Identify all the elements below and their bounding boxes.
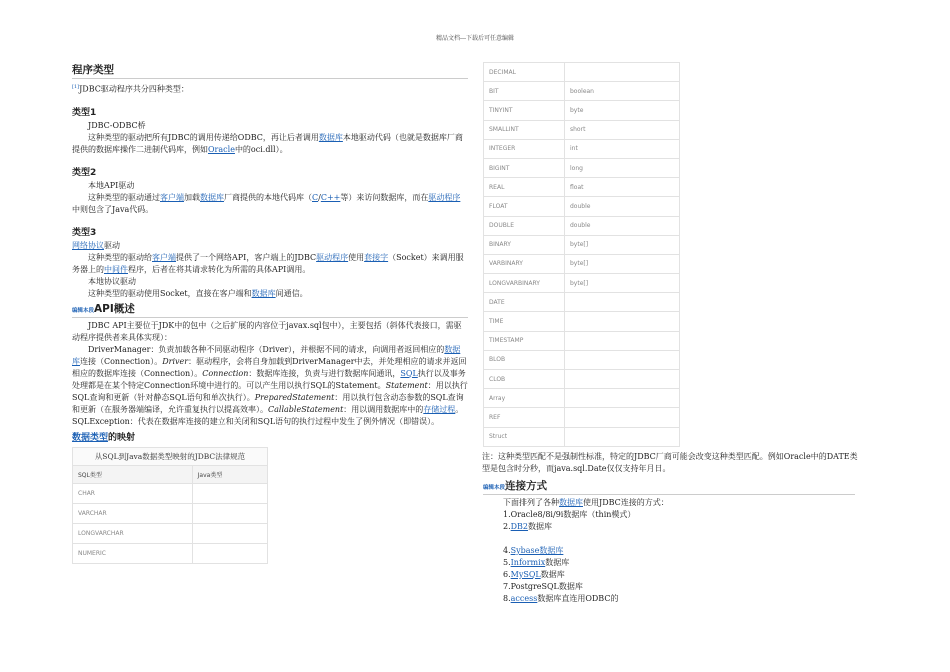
table-cell: long	[565, 158, 680, 177]
list-item: 5.Informix数据库	[503, 557, 570, 567]
table-cell: CHAR	[73, 483, 193, 503]
api-intro: JDBC API主要位于JDK中的包中（之后扩展的内容位于javax.sql包中），主要包括（斜体代表接口，需驱动程序提供者来具体实现）：	[72, 320, 462, 342]
type1-heading: 类型1	[72, 107, 97, 118]
table-cell: TINYINT	[484, 101, 565, 120]
table-cell: NUMERIC	[73, 543, 193, 563]
table-cell: FLOAT	[484, 197, 565, 216]
list-item: 2.DB2数据库	[503, 521, 553, 531]
table-cell: BIT	[484, 82, 565, 101]
api-desc: DriverManager：负责加载各种不同驱动程序（Driver），并根据不同的请求，向调用者返回相应的数据库连接（Connection）。Driver：驱动程序，会将自身加载到DriverManager中去，并处理相应的请求并返回相应的数据库连接（Connection）。Connection：数据库连接，负责与进行数据库间通讯，SQL执行以及事务处理都是在某个特定Connection环境中进行的。可以产生用以执行SQL的Statement。Statement：用以执行SQL查询和更新（针对静态SQL语句和单次执行）。PreparedStatement：用以执行包含动态参数的SQL查询和更新（在服务器端编译，允许重复执行以提高效率）。CallableStatement：用以调用数据库中的存储过程。	[72, 344, 468, 414]
link-informix[interactable]: Informix	[510, 557, 546, 567]
table-cell: TIMESTAMP	[484, 331, 565, 350]
table-cell: short	[565, 120, 680, 139]
table-row	[73, 483, 268, 503]
right-column	[483, 62, 878, 605]
table-cell: DATE	[484, 293, 565, 312]
table-cell: VARBINARY	[484, 254, 565, 273]
table-header-row	[73, 465, 268, 483]
link-db2[interactable]: DB2	[510, 521, 529, 531]
list-item: 1.Oracle8/8i/9i数据库（thin模式）	[503, 509, 636, 519]
table-cell	[565, 312, 680, 331]
page-header: 精品文档---下载后可任意编辑	[435, 35, 515, 42]
connection-list	[483, 497, 878, 605]
heading-connection-text: 连接方式	[505, 479, 548, 492]
list-item: 8.access数据库直连用ODBC的	[503, 593, 619, 603]
table-cell: LONGVARCHAR	[73, 523, 193, 543]
link-driver[interactable]: 驱动程序	[428, 192, 461, 202]
table-cell	[565, 63, 680, 82]
table-row	[484, 274, 680, 293]
table-cell: byte[]	[565, 274, 680, 293]
heading-connection	[483, 478, 855, 495]
type3-subtitle: 网络协议驱动	[72, 240, 120, 250]
list-spacer	[503, 533, 878, 545]
table-row	[484, 254, 680, 273]
link-client[interactable]: 客户端	[160, 192, 184, 202]
table-cell	[192, 483, 267, 503]
table-cell: DECIMAL	[484, 63, 565, 82]
left-column	[72, 62, 468, 564]
table-row	[484, 101, 680, 120]
table-cell: LONGVARBINARY	[484, 274, 565, 293]
table-row	[73, 523, 268, 543]
table-row	[484, 139, 680, 158]
edit-section-link[interactable]: 编辑本段	[483, 484, 506, 491]
table-cell: BIGINT	[484, 158, 565, 177]
heading-api-text: API概述	[94, 302, 135, 315]
table-row	[484, 312, 680, 331]
type4-desc: 这种类型的驱动使用Socket，直接在客户端和数据库间通信。	[88, 288, 308, 298]
type2-subtitle: 本地API驱动	[88, 180, 135, 190]
table-cell: float	[565, 178, 680, 197]
table-cell	[565, 293, 680, 312]
mapping-table-body	[484, 63, 680, 447]
table-row	[484, 350, 680, 369]
link-database[interactable]: 数据库	[200, 192, 224, 202]
link-network-protocol[interactable]: 网络协议	[72, 240, 104, 250]
link-database[interactable]: 数据库	[72, 344, 461, 366]
table-cell: Array	[484, 389, 565, 408]
intro	[72, 81, 468, 96]
table-cell	[565, 331, 680, 350]
table-header: Java类型	[192, 465, 267, 483]
table-row	[484, 427, 680, 446]
table-cell: TIME	[484, 312, 565, 331]
mapping-table	[72, 465, 268, 564]
type1-subtitle: JDBC-ODBC桥	[88, 120, 146, 130]
table-cell	[565, 389, 680, 408]
link-middleware[interactable]: 中间件	[104, 264, 128, 274]
table-cell: byte[]	[565, 235, 680, 254]
table-cell: DOUBLE	[484, 216, 565, 235]
link-client[interactable]: 客户端	[152, 252, 176, 262]
table-cell	[192, 503, 267, 523]
table-row	[73, 543, 268, 563]
link-access[interactable]: access	[510, 593, 538, 603]
list-item: 6.MySQL数据库	[503, 569, 565, 579]
link-cpp[interactable]: C++	[320, 192, 341, 202]
mapping-table-container	[72, 447, 268, 564]
heading-datatype-mapping: 数据类型的映射	[72, 432, 136, 443]
table-cell	[192, 543, 267, 563]
table-cell: byte	[565, 101, 680, 120]
type2-desc: 这种类型的驱动通过客户端加载数据库厂商提供的本地代码库（C/C++等）来访问数据库，而在驱动程序中则包含了Java代码。	[72, 192, 461, 214]
table-row	[484, 293, 680, 312]
link-socket[interactable]: 套接字	[364, 252, 389, 262]
heading-api	[72, 301, 468, 318]
ref-mark[interactable]: [1]	[72, 84, 80, 90]
edit-section-link[interactable]: 编辑本段	[72, 307, 95, 314]
table-row	[484, 370, 680, 389]
link-driver[interactable]: 驱动程序	[316, 252, 349, 262]
list-item: 4.Sybase数据库	[503, 545, 564, 555]
link-database[interactable]: 数据库	[251, 288, 276, 298]
table-cell: REF	[484, 408, 565, 427]
table-cell: boolean	[565, 82, 680, 101]
table-cell: double	[565, 216, 680, 235]
table-header: SQL类型	[73, 465, 193, 483]
table-cell	[565, 408, 680, 427]
table-cell: int	[565, 139, 680, 158]
table-cell: BINARY	[484, 235, 565, 254]
table-row	[484, 331, 680, 350]
heading-program-types: 程序类型	[72, 62, 468, 79]
table-row	[484, 120, 680, 139]
table-cell: VARCHAR	[73, 503, 193, 523]
table-row	[484, 408, 680, 427]
link-sql[interactable]: SQL	[400, 368, 418, 378]
intro-text: JDBC驱动程序共分四种类型：	[79, 84, 189, 94]
table-row	[484, 158, 680, 177]
table-row	[484, 235, 680, 254]
table-cell	[192, 523, 267, 543]
link-c[interactable]: C	[312, 192, 319, 202]
link-stored-procedure[interactable]: 存储过程	[423, 404, 456, 414]
table-row	[484, 82, 680, 101]
table-row	[484, 389, 680, 408]
table-cell: double	[565, 197, 680, 216]
type3-desc: 这种类型的驱动给客户端提供了一个网络API，客户端上的JDBC驱动程序使用套接字（Socket）来调用服务器上的中间件程序，后者在将其请求转化为所需的具体API调用。	[72, 252, 464, 274]
link-datatype[interactable]: 数据类型	[72, 432, 109, 443]
list-item: 7.PostgreSQL数据库	[503, 581, 583, 591]
table-cell: BLOB	[484, 350, 565, 369]
table-row	[73, 503, 268, 523]
table-cell: CLOB	[484, 370, 565, 389]
table-cell	[565, 427, 680, 446]
type2-heading: 类型2	[72, 167, 97, 178]
table-cell: INTEGER	[484, 139, 565, 158]
type1-desc: 这种类型的驱动把所有JDBC的调用传递给ODBC，再让后者调用数据库本地驱动代码（也就是数据库厂商提供的数据库操作二进制代码库，例如Oracle中的oci.dll）。	[72, 132, 463, 154]
table-row	[484, 63, 680, 82]
table-cell: byte[]	[565, 254, 680, 273]
link-oracle[interactable]: Oracle	[208, 144, 235, 154]
table-row	[484, 197, 680, 216]
table-row	[484, 216, 680, 235]
mapping-table-continued	[483, 62, 680, 447]
table-caption: 从SQL到Java数据类型映射的JDBC法律规范	[72, 447, 268, 465]
note: 注：这种类型匹配不是强制性标准，特定的JDBC厂商可能会改变这种类型匹配。例如Oracle中的DATE类型是包含时分秒，而java.sql.Date仅仅支持年月日。	[482, 451, 858, 473]
link-sybase[interactable]: Sybase数据库	[510, 545, 564, 555]
api-exception: SQLException：代表在数据库连接的建立和关闭和SQL语句的执行过程中发生了例外情况（即错误）。	[72, 416, 440, 426]
table-cell	[565, 370, 680, 389]
table-row	[484, 178, 680, 197]
type3-heading: 类型3	[72, 227, 97, 238]
table-cell: Struct	[484, 427, 565, 446]
link-database[interactable]: 数据库	[559, 497, 583, 507]
link-mysql[interactable]: MySQL	[510, 569, 541, 579]
connection-intro: 下面排列了各种数据库使用JDBC连接的方式：	[503, 497, 669, 507]
table-cell: SMALLINT	[484, 120, 565, 139]
table-cell	[565, 350, 680, 369]
table-cell: REAL	[484, 178, 565, 197]
type4-subtitle: 本地协议驱动	[88, 276, 136, 286]
link-database[interactable]: 数据库	[318, 132, 343, 142]
